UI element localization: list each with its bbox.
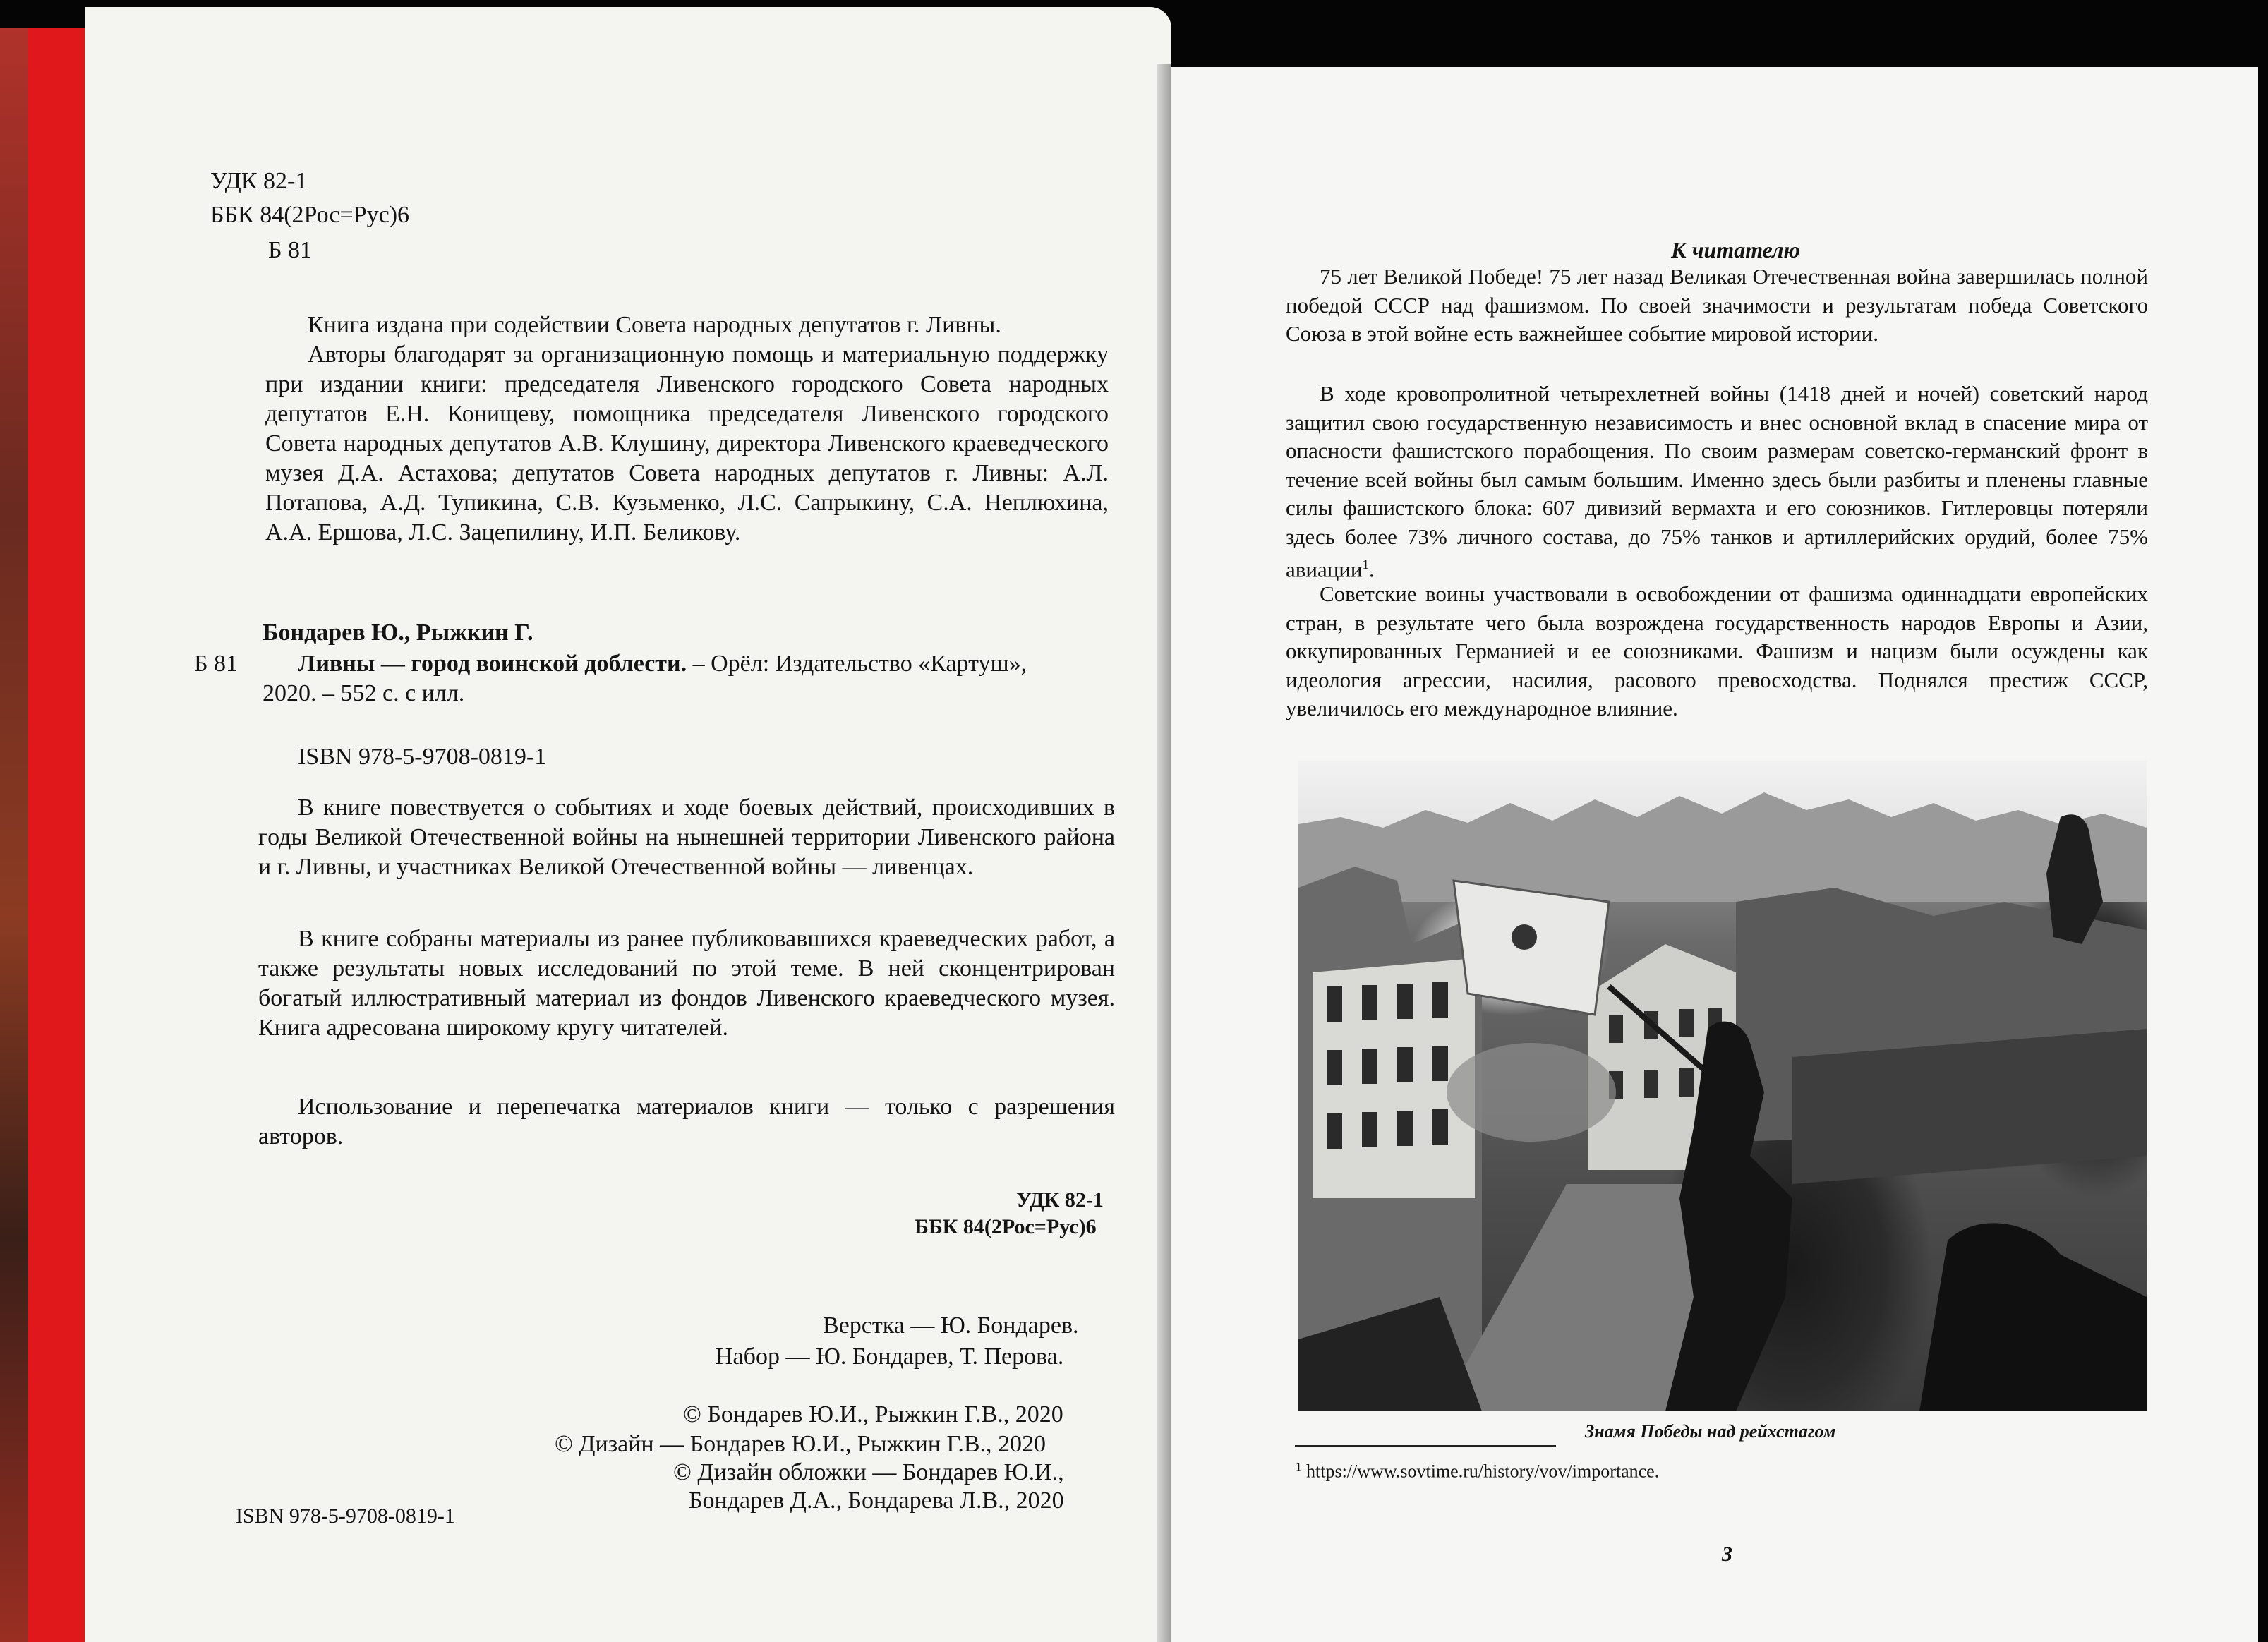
- authors-line: Бондарев Ю., Рыжкин Г.: [263, 620, 533, 646]
- book-title-line: [298, 649, 1027, 679]
- intro-paragraph-2: [1286, 380, 2148, 584]
- footnote-link: https://www.sovtime.ru/history/vov/importance.: [1301, 1461, 1660, 1482]
- copyright-2: © Дизайн — Бондарев Ю.И., Рыжкин Г.В., 2020: [555, 1431, 1046, 1457]
- intro-paragraph-1: 75 лет Великой Победе! 75 лет назад Великая Отечественная война завершилась полной победой СССР над фашизмом. По своей значимости и результатам победа Советского Союза в этой войне есть важнейшее событие мировой истории.: [1286, 264, 2148, 346]
- bbk-bottom: ББК 84(2Рос=Рус)6: [915, 1215, 1097, 1238]
- bbk-line: ББК 84(2Рос=Рус)6: [210, 202, 410, 228]
- publisher: – Орёл: Издательство «Картуш»,: [687, 651, 1027, 677]
- section-heading: К читателю: [1671, 237, 1800, 262]
- book-title: Ливны — город воинской доблести.: [298, 651, 687, 677]
- photo-caption: Знамя Победы над рейхстагом: [1585, 1421, 1836, 1442]
- isbn-bottom: ISBN 978-5-9708-0819-1: [236, 1504, 455, 1528]
- footnote: [1296, 1455, 1659, 1484]
- intro-paragraph-2-text: В ходе кровопролитной четырехлетней войны (1418 дней и ночей) советский народ защитил свою государственную независимость и внес основной вклад в спасение мира от опасности фашистского порабощения. По своим размерам советско-германский фронт в течение всей войны был самым большим. Именно здесь были разбиты и пленены главные силы фашистского блока: 607 дивизий вермахта и его союзников. Гитлеровцы потеряли здесь более 73% личного состава, до 75% танков и артиллерийских орудий, более 75% авиации: [1286, 381, 2148, 582]
- rights-paragraph: Использование и перепечатка материалов книги — только с разрешения авторов.: [258, 1094, 1115, 1149]
- photo-illustration: [1298, 761, 2147, 1411]
- credit-typesetting: Набор — Ю. Бондарев, Т. Перова.: [716, 1344, 1064, 1370]
- annotation-paragraph-1: В книге повествуется о событиях и ходе боевых действий, происходивших в годы Великой Отечественной войны на нынешней территории Ливенского района и г. Ливны, и участниках Великой Отечественной войны — ливенцах.: [258, 795, 1115, 880]
- annotation-paragraph-2: В книге собраны материалы из ранее публиковавшихся краеведческих работ, а также результаты новых исследований по этой теме. В ней сконцентрирован богатый иллюстративный материал из фондов Ливенского краеведческого музея. Книга адресована широкому кругу читателей.: [258, 926, 1115, 1041]
- b81-line: Б 81: [268, 237, 313, 263]
- footnote-reference: 1: [1362, 557, 1370, 572]
- pages-info: 2020. – 552 с. с илл.: [263, 680, 465, 706]
- ack-paragraph: Авторы благодарят за организационную помощь и материальную поддержку при издании книги: председателя Ливенского городского Совета народных депутатов Е.Н. Конищеву, помощника председателя Ливенского городского Совета народных депутатов А.В. Клушину, директора Ливенского краеведческого музея Д.А. Астахова; депутатов Совета народных депутатов г. Ливны: А.Л. Потапова, А.Д. Тупикина, С.В. Кузьменко, Л.С. Сапрыкину, С.А. Неплюхина, А.А. Ершова, Л.С. Зацепилину, И.П. Беликову.: [265, 342, 1109, 545]
- ack-line-1: Книга издана при содействии Совета народных депутатов г. Ливны.: [308, 312, 1001, 338]
- copyright-4: Бондарев Д.А., Бондарева Л.В., 2020: [689, 1487, 1064, 1514]
- copyright-3: © Дизайн обложки — Бондарев Ю.И.,: [673, 1459, 1064, 1485]
- page-number: 3: [1722, 1543, 1732, 1566]
- udk-bottom: УДК 82-1: [1016, 1188, 1104, 1212]
- udk-line: УДК 82-1: [210, 168, 308, 194]
- book-cover-red-border: [28, 28, 92, 1642]
- catalog-code: Б 81: [194, 651, 239, 677]
- credit-layout: Верстка — Ю. Бондарев.: [823, 1312, 1079, 1339]
- copyright-1: © Бондарев Ю.И., Рыжкин Г.В., 2020: [683, 1401, 1063, 1427]
- footnote-number: 1: [1296, 1460, 1302, 1473]
- isbn-line: ISBN 978-5-9708-0819-1: [298, 744, 547, 770]
- victory-banner-photo: [1298, 761, 2147, 1411]
- intro-paragraph-3: Советские воины участвовали в освобождении от фашизма одиннадцати европейских стран, в результате чего была возрождена государственность народов Европы и Азии, оккупированных Германией и ее союзниками. Фашизм и нацизм были осуждены как идеология агрессии, насилия, расового превосходства. Поднялся престиж СССР, увеличилось его международное влияние.: [1286, 581, 2148, 720]
- intro-paragraph-2-period: .: [1369, 557, 1375, 582]
- footnote-separator: [1295, 1445, 1556, 1447]
